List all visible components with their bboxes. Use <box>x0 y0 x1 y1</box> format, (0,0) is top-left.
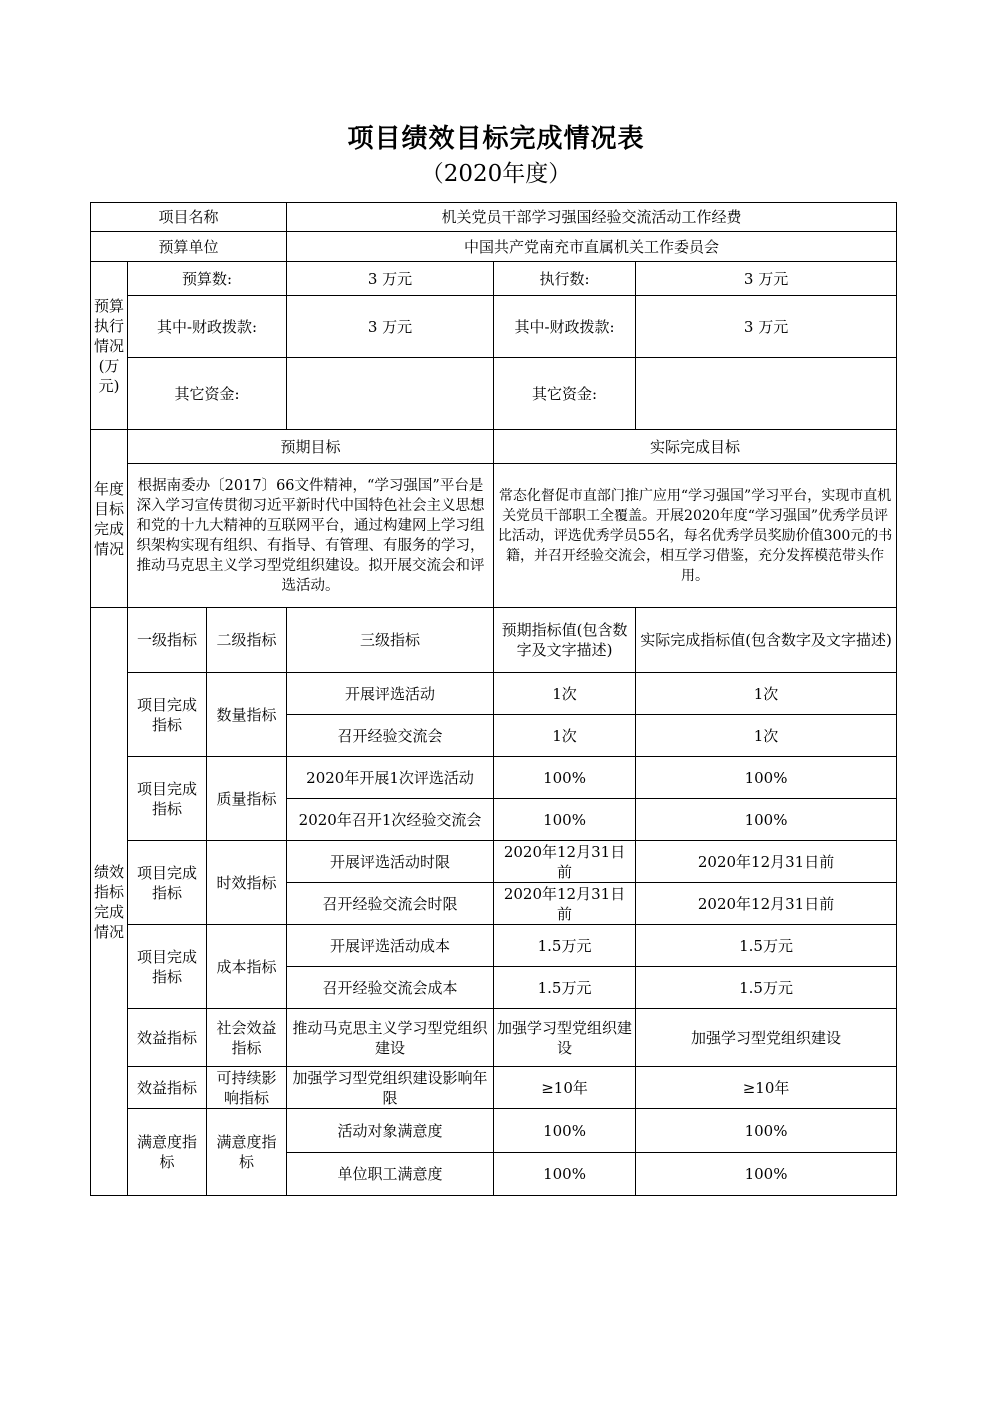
level3-cell: 开展评选活动 <box>287 673 494 715</box>
budget-section-label: 预算执行情况(万元) <box>91 262 128 430</box>
level3-cell: 2020年召开1次经验交流会 <box>287 799 494 841</box>
actual-cell: 1次 <box>636 673 897 715</box>
header-level1: 一级指标 <box>128 608 207 673</box>
actual-cell: 2020年12月31日前 <box>636 883 897 925</box>
actual-cell: 100% <box>636 799 897 841</box>
level3-cell: 开展评选活动时限 <box>287 841 494 883</box>
fiscal-label: 其中-财政拨款: <box>128 296 287 358</box>
level2-cell: 时效指标 <box>207 841 287 925</box>
expected-cell: ≥10年 <box>494 1067 636 1109</box>
actual-cell: 100% <box>636 1153 897 1196</box>
expected-cell: 1次 <box>494 715 636 757</box>
level2-cell: 成本指标 <box>207 925 287 1009</box>
level2-cell: 社会效益指标 <box>207 1009 287 1067</box>
page-subtitle: （2020年度） <box>420 161 572 187</box>
fiscal-label-exec: 其中-财政拨款: <box>494 296 636 358</box>
level3-cell: 开展评选活动成本 <box>287 925 494 967</box>
other-funds-label-exec: 其它资金: <box>494 358 636 430</box>
budget-unit-label: 预算单位 <box>91 232 287 262</box>
level1-cell: 项目完成指标 <box>128 757 207 841</box>
actual-goal-text: 常态化督促市直部门推广应用“学习强国”学习平台，实现市直机关党员干部职工全覆盖。开展2020年度“学习强国”优秀学员评比活动，评选优秀学员55名，每名优秀学员奖励价值300元的书籍，并召开经验交流会，相互学习借鉴，充分发挥模范带头作用。 <box>494 464 897 608</box>
actual-cell: 2020年12月31日前 <box>636 841 897 883</box>
page-title: 项目绩效目标完成情况表 <box>347 124 645 154</box>
expected-cell: 1次 <box>494 673 636 715</box>
level1-cell: 效益指标 <box>128 1009 207 1067</box>
expected-cell: 100% <box>494 1109 636 1153</box>
table-row <box>91 1009 897 1067</box>
exec-amount-value: 3 万元 <box>636 262 897 296</box>
level2-cell: 满意度指标 <box>207 1109 287 1196</box>
level2-cell: 质量指标 <box>207 757 287 841</box>
other-funds-label: 其它资金: <box>128 358 287 430</box>
other-funds-value <box>287 358 494 430</box>
fiscal-value-exec: 3 万元 <box>636 296 897 358</box>
actual-cell: 1.5万元 <box>636 925 897 967</box>
level1-cell: 效益指标 <box>128 1067 207 1109</box>
expected-cell: 100% <box>494 1153 636 1196</box>
expected-cell: 2020年12月31日前 <box>494 841 636 883</box>
table-row <box>91 925 897 967</box>
level2-cell: 可持续影响指标 <box>207 1067 287 1109</box>
level3-cell: 单位职工满意度 <box>287 1153 494 1196</box>
table-row <box>91 1067 897 1109</box>
actual-cell: 1.5万元 <box>636 967 897 1009</box>
level2-cell: 数量指标 <box>207 673 287 757</box>
exec-amount-label: 执行数: <box>494 262 636 296</box>
actual-cell: 100% <box>636 757 897 799</box>
expected-cell: 加强学习型党组织建设 <box>494 1009 636 1067</box>
budget-amount-value: 3 万元 <box>287 262 494 296</box>
header-actual: 实际完成指标值(包含数字及文字描述) <box>636 608 897 673</box>
level1-cell: 项目完成指标 <box>128 673 207 757</box>
level1-cell: 满意度指标 <box>128 1109 207 1196</box>
fiscal-value: 3 万元 <box>287 296 494 358</box>
indicators-section-label: 绩效指标完成情况 <box>91 608 128 1196</box>
level1-cell: 项目完成指标 <box>128 925 207 1009</box>
header-level2: 二级指标 <box>207 608 287 673</box>
table-row <box>91 841 897 883</box>
project-name-label: 项目名称 <box>91 203 287 232</box>
level3-cell: 召开经验交流会成本 <box>287 967 494 1009</box>
expected-cell: 2020年12月31日前 <box>494 883 636 925</box>
actual-goal-header: 实际完成目标 <box>494 430 897 464</box>
performance-table <box>90 202 897 1196</box>
level3-cell: 加强学习型党组织建设影响年限 <box>287 1067 494 1109</box>
actual-cell: 加强学习型党组织建设 <box>636 1009 897 1067</box>
expected-cell: 1.5万元 <box>494 967 636 1009</box>
level3-cell: 活动对象满意度 <box>287 1109 494 1153</box>
level3-cell: 推动马克思主义学习型党组织建设 <box>287 1009 494 1067</box>
budget-unit-value: 中国共产党南充市直属机关工作委员会 <box>287 232 897 262</box>
expected-cell: 100% <box>494 799 636 841</box>
actual-cell: 1次 <box>636 715 897 757</box>
goals-section-label: 年度目标完成情况 <box>91 430 128 608</box>
level3-cell: 召开经验交流会 <box>287 715 494 757</box>
header-level3: 三级指标 <box>287 608 494 673</box>
level3-cell: 2020年开展1次评选活动 <box>287 757 494 799</box>
budget-amount-label: 预算数: <box>128 262 287 296</box>
table-row <box>91 757 897 799</box>
project-name-value: 机关党员干部学习强国经验交流活动工作经费 <box>287 203 897 232</box>
level3-cell: 召开经验交流会时限 <box>287 883 494 925</box>
other-funds-value-exec <box>636 358 897 430</box>
level1-cell: 项目完成指标 <box>128 841 207 925</box>
expected-goal-header: 预期目标 <box>128 430 494 464</box>
expected-cell: 100% <box>494 757 636 799</box>
actual-cell: ≥10年 <box>636 1067 897 1109</box>
table-row <box>91 673 897 715</box>
header-expected: 预期指标值(包含数字及文字描述) <box>494 608 636 673</box>
expected-goal-text: 根据南委办〔2017〕66文件精神，“学习强国”平台是深入学习宣传贯彻习近平新时代中国特色社会主义思想和党的十九大精神的互联网平台，通过构建网上学习组织架构实现有组织、有指导、有管理、有服务的学习，推动马克思主义学习型党组织建设。拟开展交流会和评选活动。 <box>128 464 494 608</box>
actual-cell: 100% <box>636 1109 897 1153</box>
table-row <box>91 1109 897 1153</box>
expected-cell: 1.5万元 <box>494 925 636 967</box>
